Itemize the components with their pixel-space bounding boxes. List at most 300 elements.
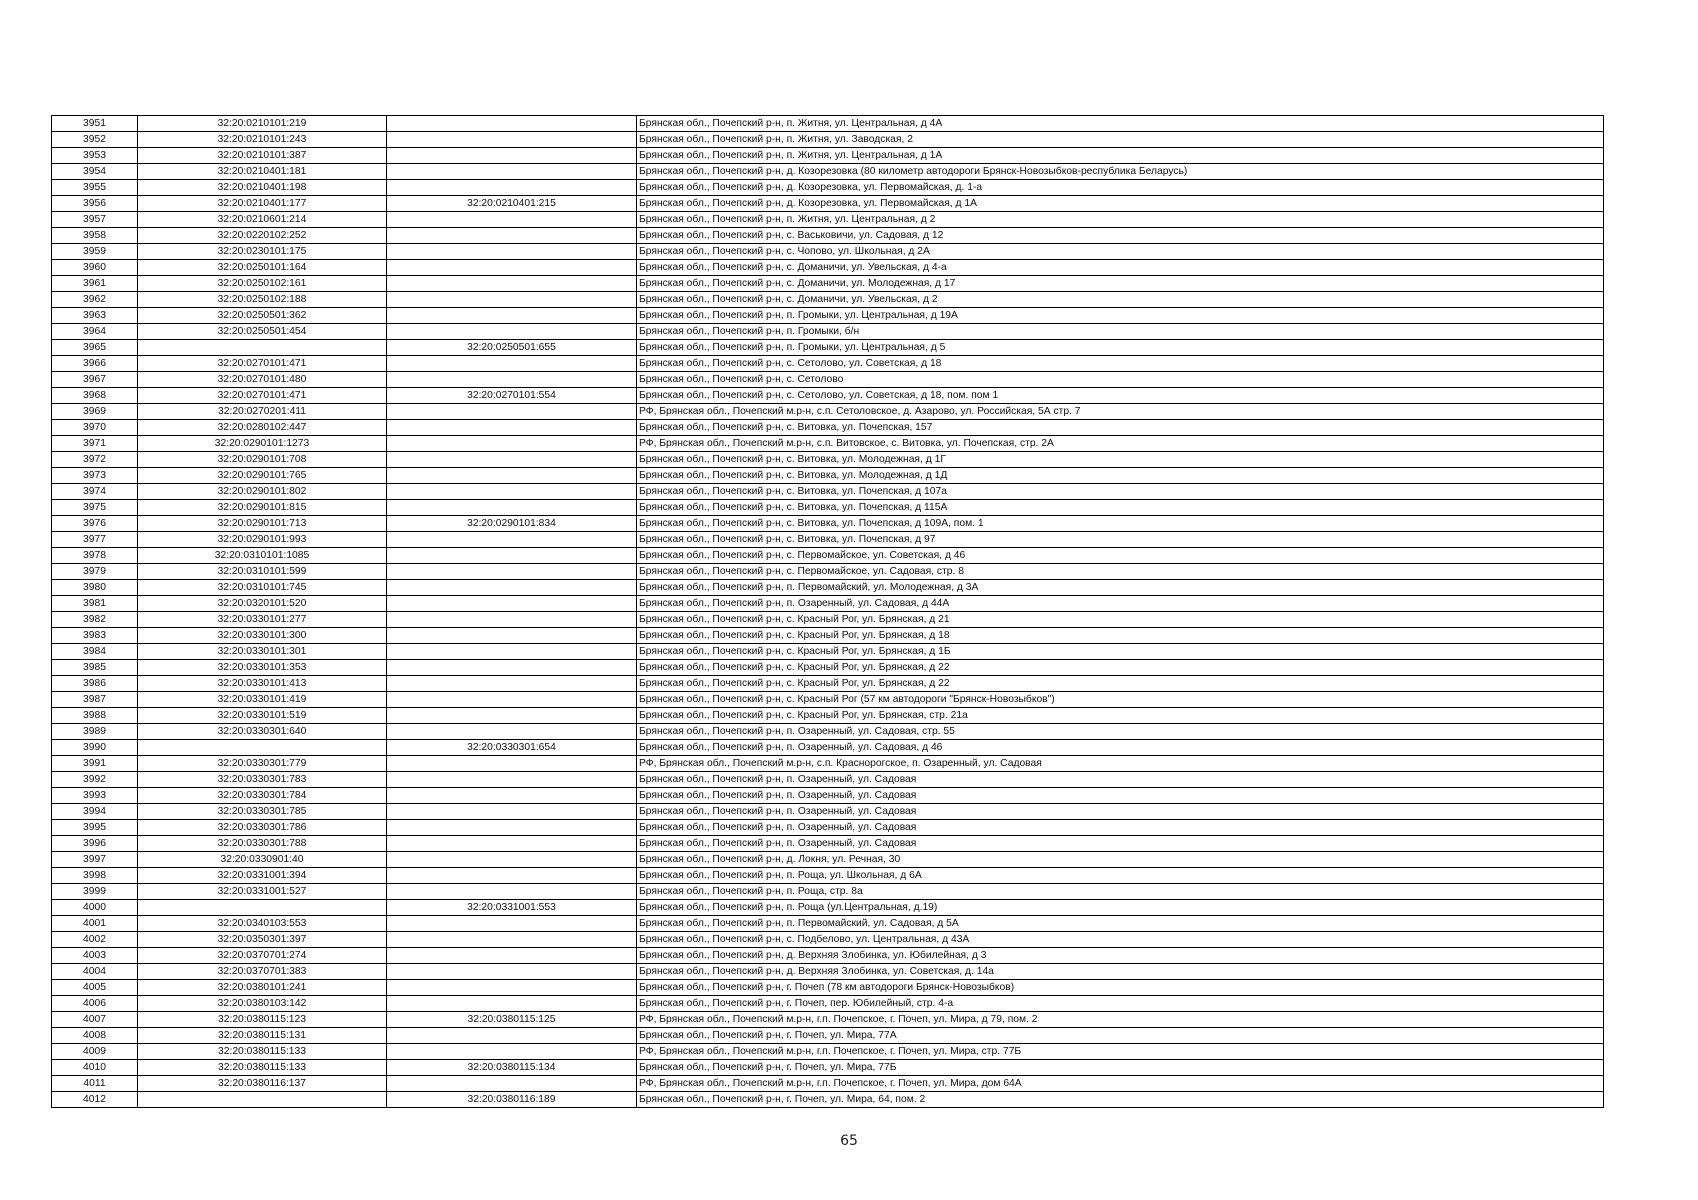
row-number-cell: 4012 <box>52 1092 138 1108</box>
parent-cadastral-number-cell <box>387 180 637 196</box>
parent-cadastral-number-cell: 32:20:0250501:655 <box>387 340 637 356</box>
table-row <box>52 532 1604 548</box>
row-number-cell: 4001 <box>52 916 138 932</box>
row-number-cell: 3967 <box>52 372 138 388</box>
parent-cadastral-number-cell <box>387 1044 637 1060</box>
address-cell: Брянская обл., Почепский р-н, п. Озаренный, ул. Садовая <box>637 804 1604 820</box>
parent-cadastral-number-cell <box>387 228 637 244</box>
parent-cadastral-number-cell: 32:20:0210401:215 <box>387 196 637 212</box>
address-cell: Брянская обл., Почепский р-н, д. Козорезовка (80 километр автодороги Брянск-Новозыбков-республика Беларусь) <box>637 164 1604 180</box>
address-cell: Брянская обл., Почепский р-н, п. Громыки, ул. Центральная, д 5 <box>637 340 1604 356</box>
address-cell: Брянская обл., Почепский р-н, с. Красный Рог, ул. Брянская, д 22 <box>637 676 1604 692</box>
cadastral-number-cell: 32:20:0380115:131 <box>138 1028 387 1044</box>
cadastral-number-cell: 32:20:0310101:745 <box>138 580 387 596</box>
table-row <box>52 676 1604 692</box>
row-number-cell: 3999 <box>52 884 138 900</box>
row-number-cell: 3991 <box>52 756 138 772</box>
parent-cadastral-number-cell: 32:20:0331001:553 <box>387 900 637 916</box>
address-cell: Брянская обл., Почепский р-н, д. Верхняя Злобинка, ул. Советская, д. 14а <box>637 964 1604 980</box>
table-row <box>52 964 1604 980</box>
row-number-cell: 3951 <box>52 116 138 132</box>
address-cell: Брянская обл., Почепский р-н, п. Озаренный, ул. Садовая, д 44А <box>637 596 1604 612</box>
parent-cadastral-number-cell <box>387 1076 637 1092</box>
parent-cadastral-number-cell: 32:20:0270101:554 <box>387 388 637 404</box>
address-cell: Брянская обл., Почепский р-н, с. Доманичи, ул. Увельская, д 2 <box>637 292 1604 308</box>
parent-cadastral-number-cell <box>387 660 637 676</box>
address-cell: Брянская обл., Почепский р-н, с. Витовка, ул. Почепская, 157 <box>637 420 1604 436</box>
row-number-cell: 3958 <box>52 228 138 244</box>
address-cell: Брянская обл., Почепский р-н, с. Первомайское, ул. Советская, д 46 <box>637 548 1604 564</box>
address-cell: Брянская обл., Почепский р-н, с. Подбелово, ул. Центральная, д 43А <box>637 932 1604 948</box>
table-row <box>52 948 1604 964</box>
parent-cadastral-number-cell: 32:20:0380115:125 <box>387 1012 637 1028</box>
address-cell: Брянская обл., Почепский р-н, п. Озаренный, ул. Садовая, д 46 <box>637 740 1604 756</box>
address-cell: Брянская обл., Почепский р-н, с. Васьковичи, ул. Садовая, д 12 <box>637 228 1604 244</box>
table-row <box>52 404 1604 420</box>
cadastral-number-cell: 32:20:0210101:243 <box>138 132 387 148</box>
table-row <box>52 644 1604 660</box>
cadastral-number-cell: 32:20:0250102:161 <box>138 276 387 292</box>
parent-cadastral-number-cell <box>387 692 637 708</box>
table-row <box>52 900 1604 916</box>
parent-cadastral-number-cell <box>387 884 637 900</box>
row-number-cell: 3997 <box>52 852 138 868</box>
table-row <box>52 756 1604 772</box>
cadastral-number-cell <box>138 1092 387 1108</box>
address-cell: Брянская обл., Почепский р-н, п. Первомайский, ул. Молодежная, д 3А <box>637 580 1604 596</box>
parent-cadastral-number-cell <box>387 500 637 516</box>
cadastral-number-cell: 32:20:0380115:133 <box>138 1044 387 1060</box>
cadastral-number-cell: 32:20:0220102:252 <box>138 228 387 244</box>
cadastral-number-cell: 32:20:0310101:1085 <box>138 548 387 564</box>
address-cell: Брянская обл., Почепский р-н, с. Витовка, ул. Почепская, д 107а <box>637 484 1604 500</box>
table-row <box>52 980 1604 996</box>
row-number-cell: 3964 <box>52 324 138 340</box>
table-row <box>52 148 1604 164</box>
address-cell: Брянская обл., Почепский р-н, с. Сетолово <box>637 372 1604 388</box>
parent-cadastral-number-cell <box>387 916 637 932</box>
table-row <box>52 1060 1604 1076</box>
table-row <box>52 244 1604 260</box>
parent-cadastral-number-cell <box>387 868 637 884</box>
row-number-cell: 3984 <box>52 644 138 660</box>
address-cell: Брянская обл., Почепский р-н, п. Роща, ул. Школьная, д 6А <box>637 868 1604 884</box>
row-number-cell: 3969 <box>52 404 138 420</box>
cadastral-number-cell: 32:20:0210401:181 <box>138 164 387 180</box>
table-row <box>52 180 1604 196</box>
table-row <box>52 820 1604 836</box>
address-cell: Брянская обл., Почепский р-н, с. Витовка, ул. Молодежная, д 1Г <box>637 452 1604 468</box>
address-cell: Брянская обл., Почепский р-н, с. Доманичи, ул. Молодежная, д 17 <box>637 276 1604 292</box>
row-number-cell: 3963 <box>52 308 138 324</box>
address-cell: Брянская обл., Почепский р-н, с. Сетолово, ул. Советская, д 18, пом. пом 1 <box>637 388 1604 404</box>
address-cell: Брянская обл., Почепский р-н, п. Озаренный, ул. Садовая <box>637 836 1604 852</box>
parent-cadastral-number-cell <box>387 404 637 420</box>
parent-cadastral-number-cell <box>387 564 637 580</box>
cadastral-number-cell: 32:20:0270101:471 <box>138 388 387 404</box>
address-cell: Брянская обл., Почепский р-н, с. Красный Рог, ул. Брянская, д 21 <box>637 612 1604 628</box>
row-number-cell: 4005 <box>52 980 138 996</box>
cadastral-number-cell: 32:20:0330901:40 <box>138 852 387 868</box>
cadastral-number-cell: 32:20:0330101:300 <box>138 628 387 644</box>
table-row <box>52 340 1604 356</box>
parent-cadastral-number-cell <box>387 548 637 564</box>
table-row <box>52 228 1604 244</box>
row-number-cell: 3952 <box>52 132 138 148</box>
table-row <box>52 292 1604 308</box>
cadastral-number-cell: 32:20:0330101:413 <box>138 676 387 692</box>
table-row <box>52 1092 1604 1108</box>
row-number-cell: 3995 <box>52 820 138 836</box>
table-row <box>52 1012 1604 1028</box>
row-number-cell: 3992 <box>52 772 138 788</box>
row-number-cell: 3973 <box>52 468 138 484</box>
cadastral-number-cell: 32:20:0290101:815 <box>138 500 387 516</box>
table-row <box>52 660 1604 676</box>
row-number-cell: 4003 <box>52 948 138 964</box>
cadastral-number-cell: 32:20:0290101:1273 <box>138 436 387 452</box>
cadastral-number-cell: 32:20:0210101:387 <box>138 148 387 164</box>
cadastral-number-cell: 32:20:0380116:137 <box>138 1076 387 1092</box>
parent-cadastral-number-cell <box>387 116 637 132</box>
table-row <box>52 612 1604 628</box>
row-number-cell: 3974 <box>52 484 138 500</box>
address-cell: Брянская обл., Почепский р-н, п. Первомайский, ул. Садовая, д 5А <box>637 916 1604 932</box>
address-cell: Брянская обл., Почепский р-н, п. Житня, ул. Заводская, 2 <box>637 132 1604 148</box>
cadastral-number-cell: 32:20:0331001:394 <box>138 868 387 884</box>
row-number-cell: 4007 <box>52 1012 138 1028</box>
cadastral-number-cell: 32:20:0370701:383 <box>138 964 387 980</box>
row-number-cell: 3982 <box>52 612 138 628</box>
cadastral-number-cell: 32:20:0210601:214 <box>138 212 387 228</box>
address-cell: Брянская обл., Почепский р-н, с. Витовка, ул. Почепская, д 97 <box>637 532 1604 548</box>
address-cell: Брянская обл., Почепский р-н, с. Витовка, ул. Почепская, д 115А <box>637 500 1604 516</box>
address-cell: Брянская обл., Почепский р-н, с. Доманичи, ул. Увельская, д 4-а <box>637 260 1604 276</box>
table-row <box>52 276 1604 292</box>
cadastral-number-cell: 32:20:0330101:277 <box>138 612 387 628</box>
address-cell: Брянская обл., Почепский р-н, с. Витовка, ул. Молодежная, д 1Д <box>637 468 1604 484</box>
cadastral-number-cell: 32:20:0330301:783 <box>138 772 387 788</box>
address-cell: Брянская обл., Почепский р-н, г. Почеп, ул. Мира, 64, пом. 2 <box>637 1092 1604 1108</box>
table-row <box>52 580 1604 596</box>
parent-cadastral-number-cell <box>387 452 637 468</box>
cadastral-number-cell: 32:20:0330301:785 <box>138 804 387 820</box>
table-row <box>52 788 1604 804</box>
row-number-cell: 3976 <box>52 516 138 532</box>
cadastral-number-cell: 32:20:0250501:454 <box>138 324 387 340</box>
cadastral-number-cell: 32:20:0290101:993 <box>138 532 387 548</box>
row-number-cell: 3993 <box>52 788 138 804</box>
address-cell: Брянская обл., Почепский р-н, п. Житня, ул. Центральная, д 1А <box>637 148 1604 164</box>
address-cell: Брянская обл., Почепский р-н, с. Сетолово, ул. Советская, д 18 <box>637 356 1604 372</box>
row-number-cell: 3996 <box>52 836 138 852</box>
row-number-cell: 4006 <box>52 996 138 1012</box>
table-row <box>52 500 1604 516</box>
row-number-cell: 4004 <box>52 964 138 980</box>
row-number-cell: 3985 <box>52 660 138 676</box>
cadastral-number-cell: 32:20:0290101:713 <box>138 516 387 532</box>
row-number-cell: 3998 <box>52 868 138 884</box>
parent-cadastral-number-cell: 32:20:0380116:189 <box>387 1092 637 1108</box>
row-number-cell: 3989 <box>52 724 138 740</box>
cadastral-number-cell: 32:20:0331001:527 <box>138 884 387 900</box>
cadastral-number-cell: 32:20:0380115:133 <box>138 1060 387 1076</box>
row-number-cell: 4002 <box>52 932 138 948</box>
table-row <box>52 516 1604 532</box>
table-row <box>52 116 1604 132</box>
parent-cadastral-number-cell <box>387 580 637 596</box>
address-cell: Брянская обл., Почепский р-н, п. Громыки, б/н <box>637 324 1604 340</box>
address-cell: Брянская обл., Почепский р-н, с. Чопово, ул. Школьная, д 2А <box>637 244 1604 260</box>
address-cell: Брянская обл., Почепский р-н, п. Роща (ул.Центральная, д.19) <box>637 900 1604 916</box>
table-row <box>52 132 1604 148</box>
cadastral-number-cell: 32:20:0310101:599 <box>138 564 387 580</box>
parent-cadastral-number-cell <box>387 356 637 372</box>
address-cell: РФ, Брянская обл., Почепский м.р-н, г.п. Почепское, г. Почеп, ул. Мира, стр. 77Б <box>637 1044 1604 1060</box>
parent-cadastral-number-cell <box>387 772 637 788</box>
parent-cadastral-number-cell <box>387 836 637 852</box>
cadastral-number-cell: 32:20:0290101:802 <box>138 484 387 500</box>
parent-cadastral-number-cell <box>387 436 637 452</box>
table-row <box>52 212 1604 228</box>
parent-cadastral-number-cell <box>387 932 637 948</box>
table-row <box>52 868 1604 884</box>
address-cell: РФ, Брянская обл., Почепский м.р-н, г.п. Почепское, г. Почеп, ул. Мира, д 79, пом. 2 <box>637 1012 1604 1028</box>
cadastral-number-cell: 32:20:0330301:640 <box>138 724 387 740</box>
cadastral-number-cell: 32:20:0270201:411 <box>138 404 387 420</box>
cadastral-number-cell <box>138 900 387 916</box>
cadastral-number-cell: 32:20:0250501:362 <box>138 308 387 324</box>
table-row <box>52 740 1604 756</box>
parent-cadastral-number-cell <box>387 276 637 292</box>
address-cell: Брянская обл., Почепский р-н, с. Красный Рог, ул. Брянская, д 22 <box>637 660 1604 676</box>
parent-cadastral-number-cell <box>387 212 637 228</box>
address-cell: Брянская обл., Почепский р-н, п. Громыки, ул. Центральная, д 19А <box>637 308 1604 324</box>
address-cell: Брянская обл., Почепский р-н, г. Почеп (78 км автодороги Брянск-Новозыбков) <box>637 980 1604 996</box>
address-cell: РФ, Брянская обл., Почепский м.р-н, с.п. Сетоловское, д. Азарово, ул. Российская, 5А стр. 7 <box>637 404 1604 420</box>
address-cell: Брянская обл., Почепский р-н, с. Красный Рог, ул. Брянская, стр. 21а <box>637 708 1604 724</box>
parent-cadastral-number-cell: 32:20:0380115:134 <box>387 1060 637 1076</box>
address-cell: Брянская обл., Почепский р-н, п. Роща, стр. 8а <box>637 884 1604 900</box>
parent-cadastral-number-cell <box>387 324 637 340</box>
address-cell: РФ, Брянская обл., Почепский м.р-н, г.п. Почепское, г. Почеп, ул. Мира, дом 64А <box>637 1076 1604 1092</box>
table-row <box>52 260 1604 276</box>
row-number-cell: 3980 <box>52 580 138 596</box>
cadastral-number-cell: 32:20:0330301:784 <box>138 788 387 804</box>
address-cell: РФ, Брянская обл., Почепский м.р-н, с.п. Красноpогское, п. Озаренный, ул. Садовая <box>637 756 1604 772</box>
row-number-cell: 3970 <box>52 420 138 436</box>
table-row <box>52 164 1604 180</box>
cadastral-number-cell <box>138 740 387 756</box>
cadastral-number-cell: 32:20:0210101:219 <box>138 116 387 132</box>
table-row <box>52 548 1604 564</box>
cadastral-number-cell: 32:20:0270101:471 <box>138 356 387 372</box>
address-cell: Брянская обл., Почепский р-н, с. Первомайское, ул. Садовая, стр. 8 <box>637 564 1604 580</box>
table-row <box>52 308 1604 324</box>
row-number-cell: 4008 <box>52 1028 138 1044</box>
row-number-cell: 3953 <box>52 148 138 164</box>
parent-cadastral-number-cell <box>387 804 637 820</box>
parent-cadastral-number-cell <box>387 1028 637 1044</box>
address-cell: Брянская обл., Почепский р-н, с. Красный Рог (57 км автодороги "Брянск-Новозыбков") <box>637 692 1604 708</box>
parent-cadastral-number-cell <box>387 980 637 996</box>
parent-cadastral-number-cell <box>387 820 637 836</box>
row-number-cell: 3975 <box>52 500 138 516</box>
parent-cadastral-number-cell <box>387 756 637 772</box>
page-number: 65 <box>840 1133 858 1149</box>
table-row <box>52 996 1604 1012</box>
cadastral-number-cell: 32:20:0290101:708 <box>138 452 387 468</box>
table-row <box>52 1076 1604 1092</box>
address-cell: Брянская обл., Почепский р-н, д. Козорезовка, ул. Первомайская, д. 1-а <box>637 180 1604 196</box>
row-number-cell: 3956 <box>52 196 138 212</box>
row-number-cell: 3966 <box>52 356 138 372</box>
table-row <box>52 692 1604 708</box>
address-cell: Брянская обл., Почепский р-н, п. Озаренный, ул. Садовая, стр. 55 <box>637 724 1604 740</box>
table-row <box>52 452 1604 468</box>
row-number-cell: 3979 <box>52 564 138 580</box>
address-cell: Брянская обл., Почепский р-н, п. Житня, ул. Центральная, д 2 <box>637 212 1604 228</box>
cadastral-number-cell: 32:20:0230101:175 <box>138 244 387 260</box>
row-number-cell: 3994 <box>52 804 138 820</box>
table-row <box>52 916 1604 932</box>
table-row <box>52 596 1604 612</box>
parent-cadastral-number-cell <box>387 724 637 740</box>
cadastral-number-cell: 32:20:0280102:447 <box>138 420 387 436</box>
table-row <box>52 468 1604 484</box>
parent-cadastral-number-cell <box>387 644 637 660</box>
cadastral-number-cell: 32:20:0330101:519 <box>138 708 387 724</box>
table-row <box>52 372 1604 388</box>
row-number-cell: 4010 <box>52 1060 138 1076</box>
parent-cadastral-number-cell <box>387 628 637 644</box>
address-cell: Брянская обл., Почепский р-н, д. Верхняя Злобинка, ул. Юбилейная, д 3 <box>637 948 1604 964</box>
row-number-cell: 3965 <box>52 340 138 356</box>
parent-cadastral-number-cell <box>387 708 637 724</box>
table-row <box>52 484 1604 500</box>
cadastral-number-cell: 32:20:0320101:520 <box>138 596 387 612</box>
table-row <box>52 564 1604 580</box>
address-cell: Брянская обл., Почепский р-н, д. Локня, ул. Речная, 30 <box>637 852 1604 868</box>
cadastral-number-cell: 32:20:0210401:198 <box>138 180 387 196</box>
address-cell: Брянская обл., Почепский р-н, п. Озаренный, ул. Садовая <box>637 772 1604 788</box>
address-cell: Брянская обл., Почепский р-н, д. Козорезовка, ул. Первомайская, д 1А <box>637 196 1604 212</box>
table-row <box>52 932 1604 948</box>
cadastral-number-cell: 32:20:0380101:241 <box>138 980 387 996</box>
parent-cadastral-number-cell <box>387 852 637 868</box>
address-cell: Брянская обл., Почепский р-н, с. Красный Рог, ул. Брянская, д 1Б <box>637 644 1604 660</box>
row-number-cell: 3987 <box>52 692 138 708</box>
cadastral-number-cell: 32:20:0330301:786 <box>138 820 387 836</box>
cadastral-number-cell: 32:20:0380115:123 <box>138 1012 387 1028</box>
parent-cadastral-number-cell: 32:20:0290101:834 <box>387 516 637 532</box>
address-cell: Брянская обл., Почепский р-н, п. Озаренный, ул. Садовая <box>637 788 1604 804</box>
parent-cadastral-number-cell <box>387 292 637 308</box>
address-cell: Брянская обл., Почепский р-н, с. Витовка, ул. Почепская, д 109А, пом. 1 <box>637 516 1604 532</box>
property-registry-table <box>51 115 1604 1108</box>
parent-cadastral-number-cell <box>387 964 637 980</box>
cadastral-number-cell: 32:20:0330101:353 <box>138 660 387 676</box>
parent-cadastral-number-cell <box>387 244 637 260</box>
row-number-cell: 3981 <box>52 596 138 612</box>
parent-cadastral-number-cell <box>387 308 637 324</box>
row-number-cell: 4011 <box>52 1076 138 1092</box>
cadastral-number-cell <box>138 340 387 356</box>
table-row <box>52 884 1604 900</box>
row-number-cell: 3954 <box>52 164 138 180</box>
table-row <box>52 836 1604 852</box>
row-number-cell: 3961 <box>52 276 138 292</box>
address-cell: Брянская обл., Почепский р-н, с. Красный Рог, ул. Брянская, д 18 <box>637 628 1604 644</box>
table-row <box>52 388 1604 404</box>
parent-cadastral-number-cell <box>387 420 637 436</box>
address-cell: Брянская обл., Почепский р-н, п. Озаренный, ул. Садовая <box>637 820 1604 836</box>
address-cell: Брянская обл., Почепский р-н, п. Житня, ул. Центральная, д 4А <box>637 116 1604 132</box>
cadastral-number-cell: 32:20:0350301:397 <box>138 932 387 948</box>
row-number-cell: 3990 <box>52 740 138 756</box>
cadastral-number-cell: 32:20:0340103:553 <box>138 916 387 932</box>
parent-cadastral-number-cell <box>387 532 637 548</box>
table-row <box>52 804 1604 820</box>
cadastral-number-cell: 32:20:0380103:142 <box>138 996 387 1012</box>
parent-cadastral-number-cell <box>387 132 637 148</box>
parent-cadastral-number-cell <box>387 372 637 388</box>
cadastral-number-cell: 32:20:0330101:419 <box>138 692 387 708</box>
parent-cadastral-number-cell <box>387 612 637 628</box>
table-row <box>52 436 1604 452</box>
row-number-cell: 3978 <box>52 548 138 564</box>
address-cell: РФ, Брянская обл., Почепский м.р-н, с.п. Витовское, с. Витовка, ул. Почепская, стр. 2А <box>637 436 1604 452</box>
parent-cadastral-number-cell <box>387 484 637 500</box>
address-cell: Брянская обл., Почепский р-н, г. Почеп, ул. Мира, 77Б <box>637 1060 1604 1076</box>
table-row <box>52 772 1604 788</box>
table-row <box>52 628 1604 644</box>
parent-cadastral-number-cell <box>387 260 637 276</box>
row-number-cell: 3988 <box>52 708 138 724</box>
address-cell: Брянская обл., Почепский р-н, г. Почеп, пер. Юбилейный, стр. 4-а <box>637 996 1604 1012</box>
row-number-cell: 3955 <box>52 180 138 196</box>
parent-cadastral-number-cell <box>387 164 637 180</box>
cadastral-number-cell: 32:20:0270101:480 <box>138 372 387 388</box>
row-number-cell: 4009 <box>52 1044 138 1060</box>
cadastral-number-cell: 32:20:0250101:164 <box>138 260 387 276</box>
row-number-cell: 3971 <box>52 436 138 452</box>
row-number-cell: 3977 <box>52 532 138 548</box>
table-row <box>52 1028 1604 1044</box>
table-row <box>52 1044 1604 1060</box>
table-row <box>52 324 1604 340</box>
parent-cadastral-number-cell <box>387 676 637 692</box>
parent-cadastral-number-cell <box>387 148 637 164</box>
table-row <box>52 420 1604 436</box>
parent-cadastral-number-cell <box>387 596 637 612</box>
table-row <box>52 724 1604 740</box>
cadastral-number-cell: 32:20:0330101:301 <box>138 644 387 660</box>
row-number-cell: 3957 <box>52 212 138 228</box>
address-cell: Брянская обл., Почепский р-н, г. Почеп, ул. Мира, 77А <box>637 1028 1604 1044</box>
cadastral-number-cell: 32:20:0210401:177 <box>138 196 387 212</box>
cadastral-number-cell: 32:20:0330301:788 <box>138 836 387 852</box>
row-number-cell: 3959 <box>52 244 138 260</box>
cadastral-number-cell: 32:20:0250102:188 <box>138 292 387 308</box>
table-row <box>52 708 1604 724</box>
registry-body <box>52 116 1604 1108</box>
row-number-cell: 3972 <box>52 452 138 468</box>
table-row <box>52 852 1604 868</box>
parent-cadastral-number-cell <box>387 996 637 1012</box>
row-number-cell: 3983 <box>52 628 138 644</box>
row-number-cell: 3962 <box>52 292 138 308</box>
